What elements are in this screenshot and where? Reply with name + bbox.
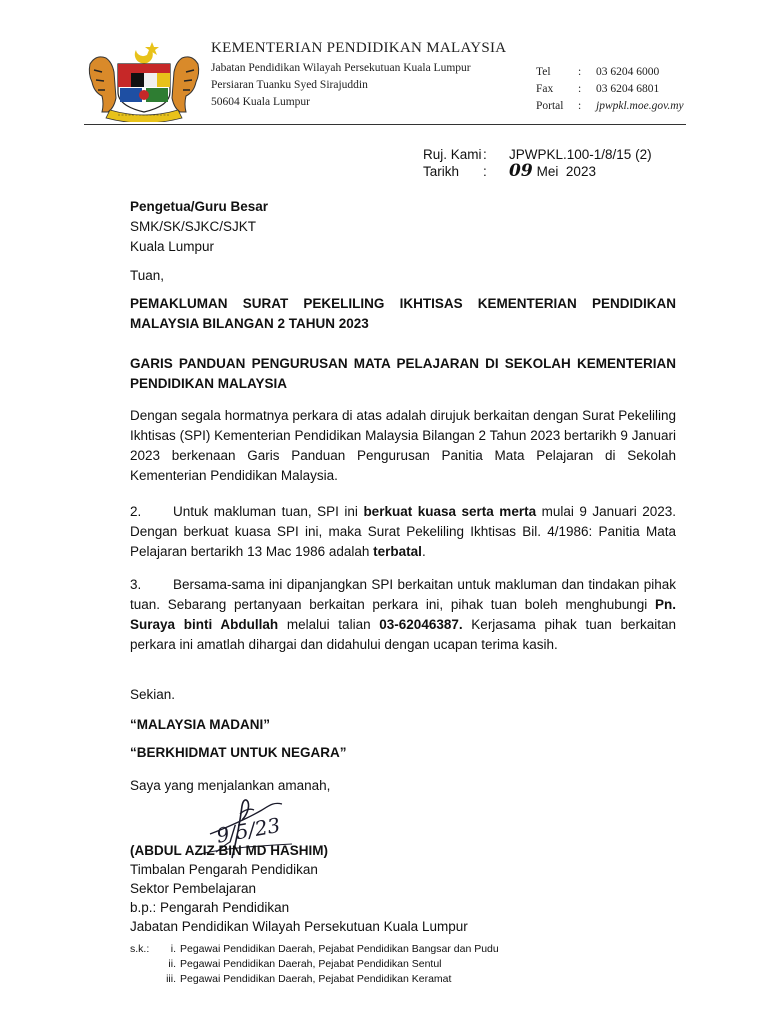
paragraph-3 — [130, 575, 676, 655]
copy-to-list — [130, 942, 499, 987]
paragraph-number: 3. — [130, 577, 142, 592]
address-line: 50604 Kuala Lumpur — [211, 96, 311, 108]
paragraph-text: melalui talian — [278, 617, 380, 632]
addressee-city: Kuala Lumpur — [130, 239, 215, 254]
reference-separator: : — [483, 147, 487, 162]
contact-person-name: Pn. Suraya binti Abdullah — [130, 597, 676, 632]
copy-to-text: Pegawai Pendidikan Daerah, Pejabat Pendidikan Keramat — [180, 973, 452, 985]
portal-link[interactable]: jpwpkl.moe.gov.my — [596, 100, 684, 112]
paragraph-bold-text: berkuat kuasa serta merta — [363, 504, 537, 519]
contact-label: Tel — [536, 66, 551, 78]
copy-to-item — [130, 942, 499, 957]
paragraph-text: . — [421, 544, 426, 559]
signer-on-behalf: b.p.: Pengarah Pendidikan — [130, 900, 290, 915]
contact-portal — [536, 98, 684, 115]
paragraph-number: 2. — [130, 504, 142, 519]
address-line: Persiaran Tuanku Syed Sirajuddin — [211, 79, 368, 91]
closing-sekian: Sekian. — [130, 687, 176, 702]
paragraph-text: Bersama-sama ini dipanjangkan SPI berkaitan untuk makluman dan tindakan pihak tuan. Sebarang pertanyaan berkaitan perkara ini, pihak tuan boleh menghubungi — [130, 577, 676, 612]
signer-sector: Sektor Pembelajaran — [130, 881, 257, 896]
contact-separator: : — [578, 66, 582, 78]
contact-separator: : — [578, 83, 582, 95]
signer-name: (ABDUL AZIZ BIN MD HASHIM) — [130, 843, 328, 858]
date-month-year: Mei 2023 — [536, 164, 596, 179]
contact-separator: : — [578, 100, 582, 112]
copy-to-item — [130, 972, 499, 987]
contact-label: Fax — [536, 83, 554, 95]
addressee-schools: SMK/SK/SJKC/SJKT — [130, 219, 257, 234]
signer-title: Timbalan Pengarah Pendidikan — [130, 862, 318, 877]
reference-label: Ruj. Kami — [423, 147, 482, 162]
date-label: Tarikh — [423, 164, 460, 179]
contact-value: 03 6204 6801 — [596, 83, 660, 95]
contact-value: 03 6204 6000 — [596, 66, 660, 78]
paragraph-text: mulai 9 Januari 2023. Dengan berkuat kuasa SPI ini, maka Surat Pekeliling Ikhtisas Bil. 4/1986: Panitia Mata Pelajaran bertarikh 13 Mac 1986 adalah — [130, 504, 676, 559]
addressee-block — [130, 197, 268, 257]
contact-fax — [536, 81, 684, 98]
malaysia-coat-of-arms-icon — [84, 36, 204, 122]
subject-heading-1: PEMAKLUMAN SURAT PEKELILING IKHTISAS KEMENTERIAN PENDIDIKAN MALAYSIA BILANGAN 2 TAHUN 2023 — [130, 296, 676, 331]
address-line: Jabatan Pendidikan Wilayah Persekutuan Kuala Lumpur — [211, 62, 471, 74]
addressee-title: Pengetua/Guru Besar — [130, 199, 269, 214]
date-row — [423, 163, 652, 180]
copy-to-number: iii. — [166, 973, 176, 985]
letterhead-divider — [84, 124, 686, 125]
paragraph-2 — [130, 502, 676, 562]
signer-block — [130, 841, 468, 936]
date-separator: : — [483, 164, 487, 179]
copy-to-item — [130, 957, 499, 972]
motto-malaysia-madani: “MALAYSIA MADANI” — [130, 717, 271, 732]
reference-number: JPWPKL.100-1/8/15 (2) — [509, 147, 652, 162]
svg-text:9/5/23: 9/5/23 — [214, 812, 283, 848]
paragraph-1: Dengan segala hormatnya perkara di atas adalah dirujuk berkaitan dengan Surat Pekeliling Ikhtisas (SPI) Kementerian Pendidikan Malaysia Bilangan 2 Tahun 2023 bertarikh 9 Januari 2023 berkenaan Garis Panduan Pengurusan Panitia Mata Pelajaran di Sekolah Kementerian Pendidikan Malaysia. — [130, 408, 676, 483]
reference-block — [423, 146, 652, 180]
contact-block — [536, 64, 684, 115]
copy-to-label: s.k.: — [130, 943, 150, 955]
closing-amanah: Saya yang menjalankan amanah, — [130, 778, 331, 793]
copy-to-text: Pegawai Pendidikan Daerah, Pejabat Pendidikan Sentul — [180, 958, 442, 970]
copy-to-text: Pegawai Pendidikan Daerah, Pejabat Pendidikan Bangsar dan Pudu — [180, 943, 499, 955]
paragraph-bold-text: terbatal — [373, 544, 422, 559]
paragraph-text: Kerjasama pihak tuan berkaitan perkara ini amatlah dihargai dan didahului dengan ucapan terima kasih. — [130, 617, 676, 652]
copy-to-number: ii. — [168, 958, 176, 970]
ministry-name: KEMENTERIAN PENDIDIKAN MALAYSIA — [211, 40, 507, 56]
copy-to-number: i. — [170, 943, 176, 955]
department-address — [211, 60, 471, 111]
contact-phone-number: 03-62046387. — [379, 617, 463, 632]
date-day-handwritten: 09 — [509, 161, 533, 181]
contact-tel — [536, 64, 684, 81]
salutation: Tuan, — [130, 268, 165, 283]
reference-number-row — [423, 146, 652, 163]
signer-department: Jabatan Pendidikan Wilayah Persekutuan Kuala Lumpur — [130, 919, 468, 934]
contact-label: Portal — [536, 100, 564, 112]
subject-heading-2: GARIS PANDUAN PENGURUSAN MATA PELAJARAN DI SEKOLAH KEMENTERIAN PENDIDIKAN MALAYSIA — [130, 356, 676, 391]
motto-berkhidmat: “BERKHIDMAT UNTUK NEGARA” — [130, 745, 347, 760]
paragraph-text: Untuk makluman tuan, SPI ini — [173, 504, 364, 519]
